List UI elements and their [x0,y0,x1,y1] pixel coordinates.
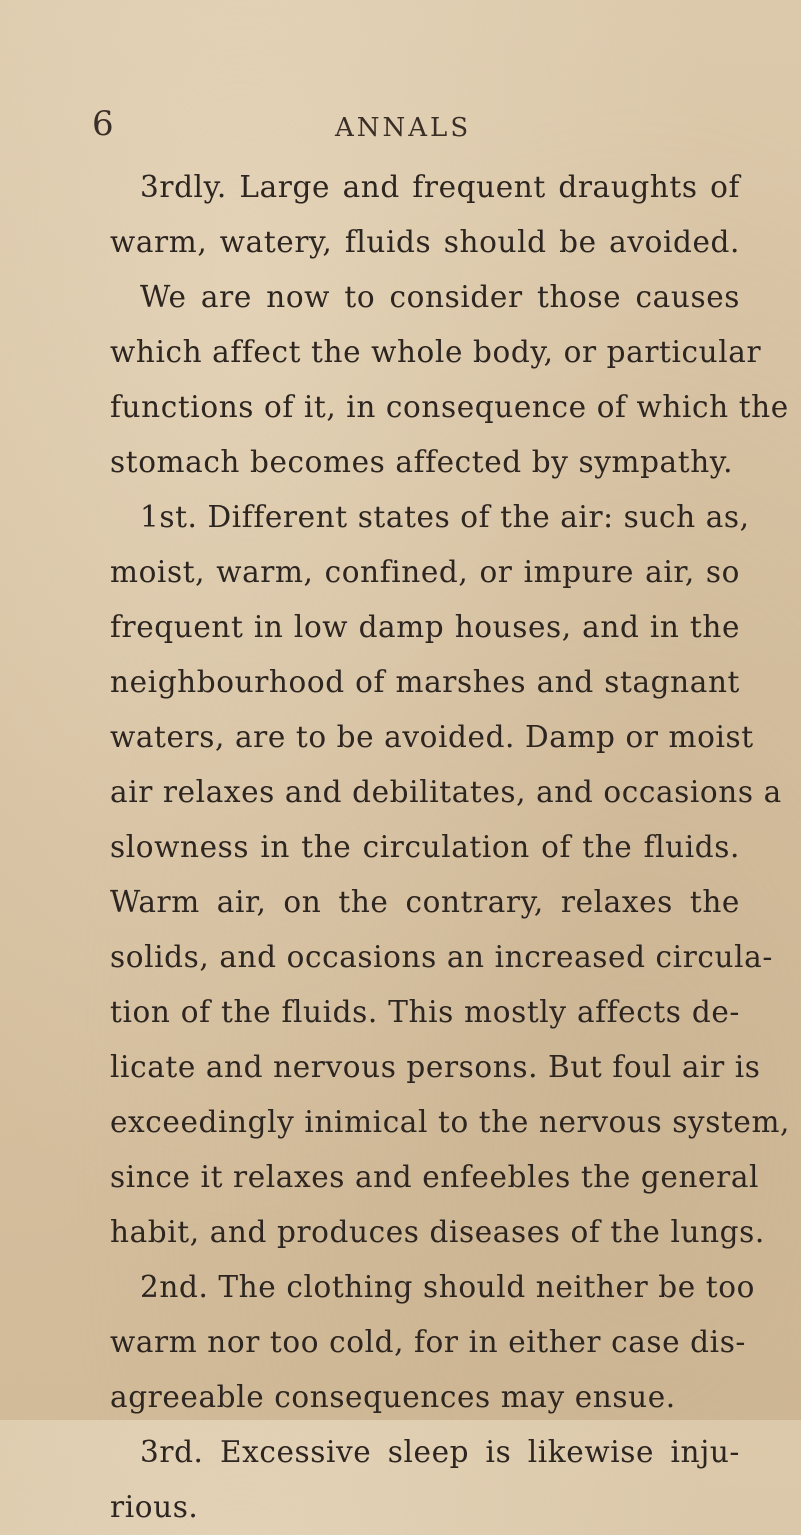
text-line: rious. [110,1490,199,1524]
text-line: 3rd. Excessive sleep is likewise inju- [140,1435,740,1469]
page-header [0,100,801,150]
text-line: 1st. Different states of the air: such as, [140,500,750,534]
text-line: air relaxes and debilitates, and occasions a [110,775,782,809]
page-number: 6 [92,104,114,144]
text-line: waters, are to be avoided. Damp or moist [110,720,754,754]
text-line: exceedingly inimical to the nervous system, [110,1105,790,1139]
running-head: ANNALS [335,113,472,143]
text-line: licate and nervous persons. But foul air is [110,1050,761,1084]
text-line: moist, warm, confined, or impure air, so [110,555,740,589]
text-line: which affect the whole body, or particular [110,335,762,369]
text-line: stomach becomes affected by sympathy. [110,445,734,479]
text-line: We are now to consider those causes [140,280,740,314]
text-line: since it relaxes and enfeebles the general [110,1160,760,1194]
text-line: slowness in the circulation of the fluids. [110,830,740,864]
text-line: functions of it, in consequence of which the [110,390,789,424]
text-line: warm, watery, fluids should be avoided. [110,225,740,259]
text-line: solids, and occasions an increased circula- [110,940,773,974]
text-line: habit, and produces diseases of the lungs. [110,1215,765,1249]
text-line: agreeable consequences may ensue. [110,1380,676,1414]
text-line: neighbourhood of marshes and stagnant [110,665,740,699]
text-line: warm nor too cold, for in either case dis- [110,1325,746,1359]
text-line: frequent in low damp houses, and in the [110,610,740,644]
body-text [110,160,790,1535]
text-line: tion of the fluids. This mostly affects de- [110,995,740,1029]
text-line: Warm air, on the contrary, relaxes the [110,885,740,919]
text-line: 3rdly. Large and frequent draughts of [140,170,740,204]
text-line: 2nd. The clothing should neither be too [140,1270,755,1304]
